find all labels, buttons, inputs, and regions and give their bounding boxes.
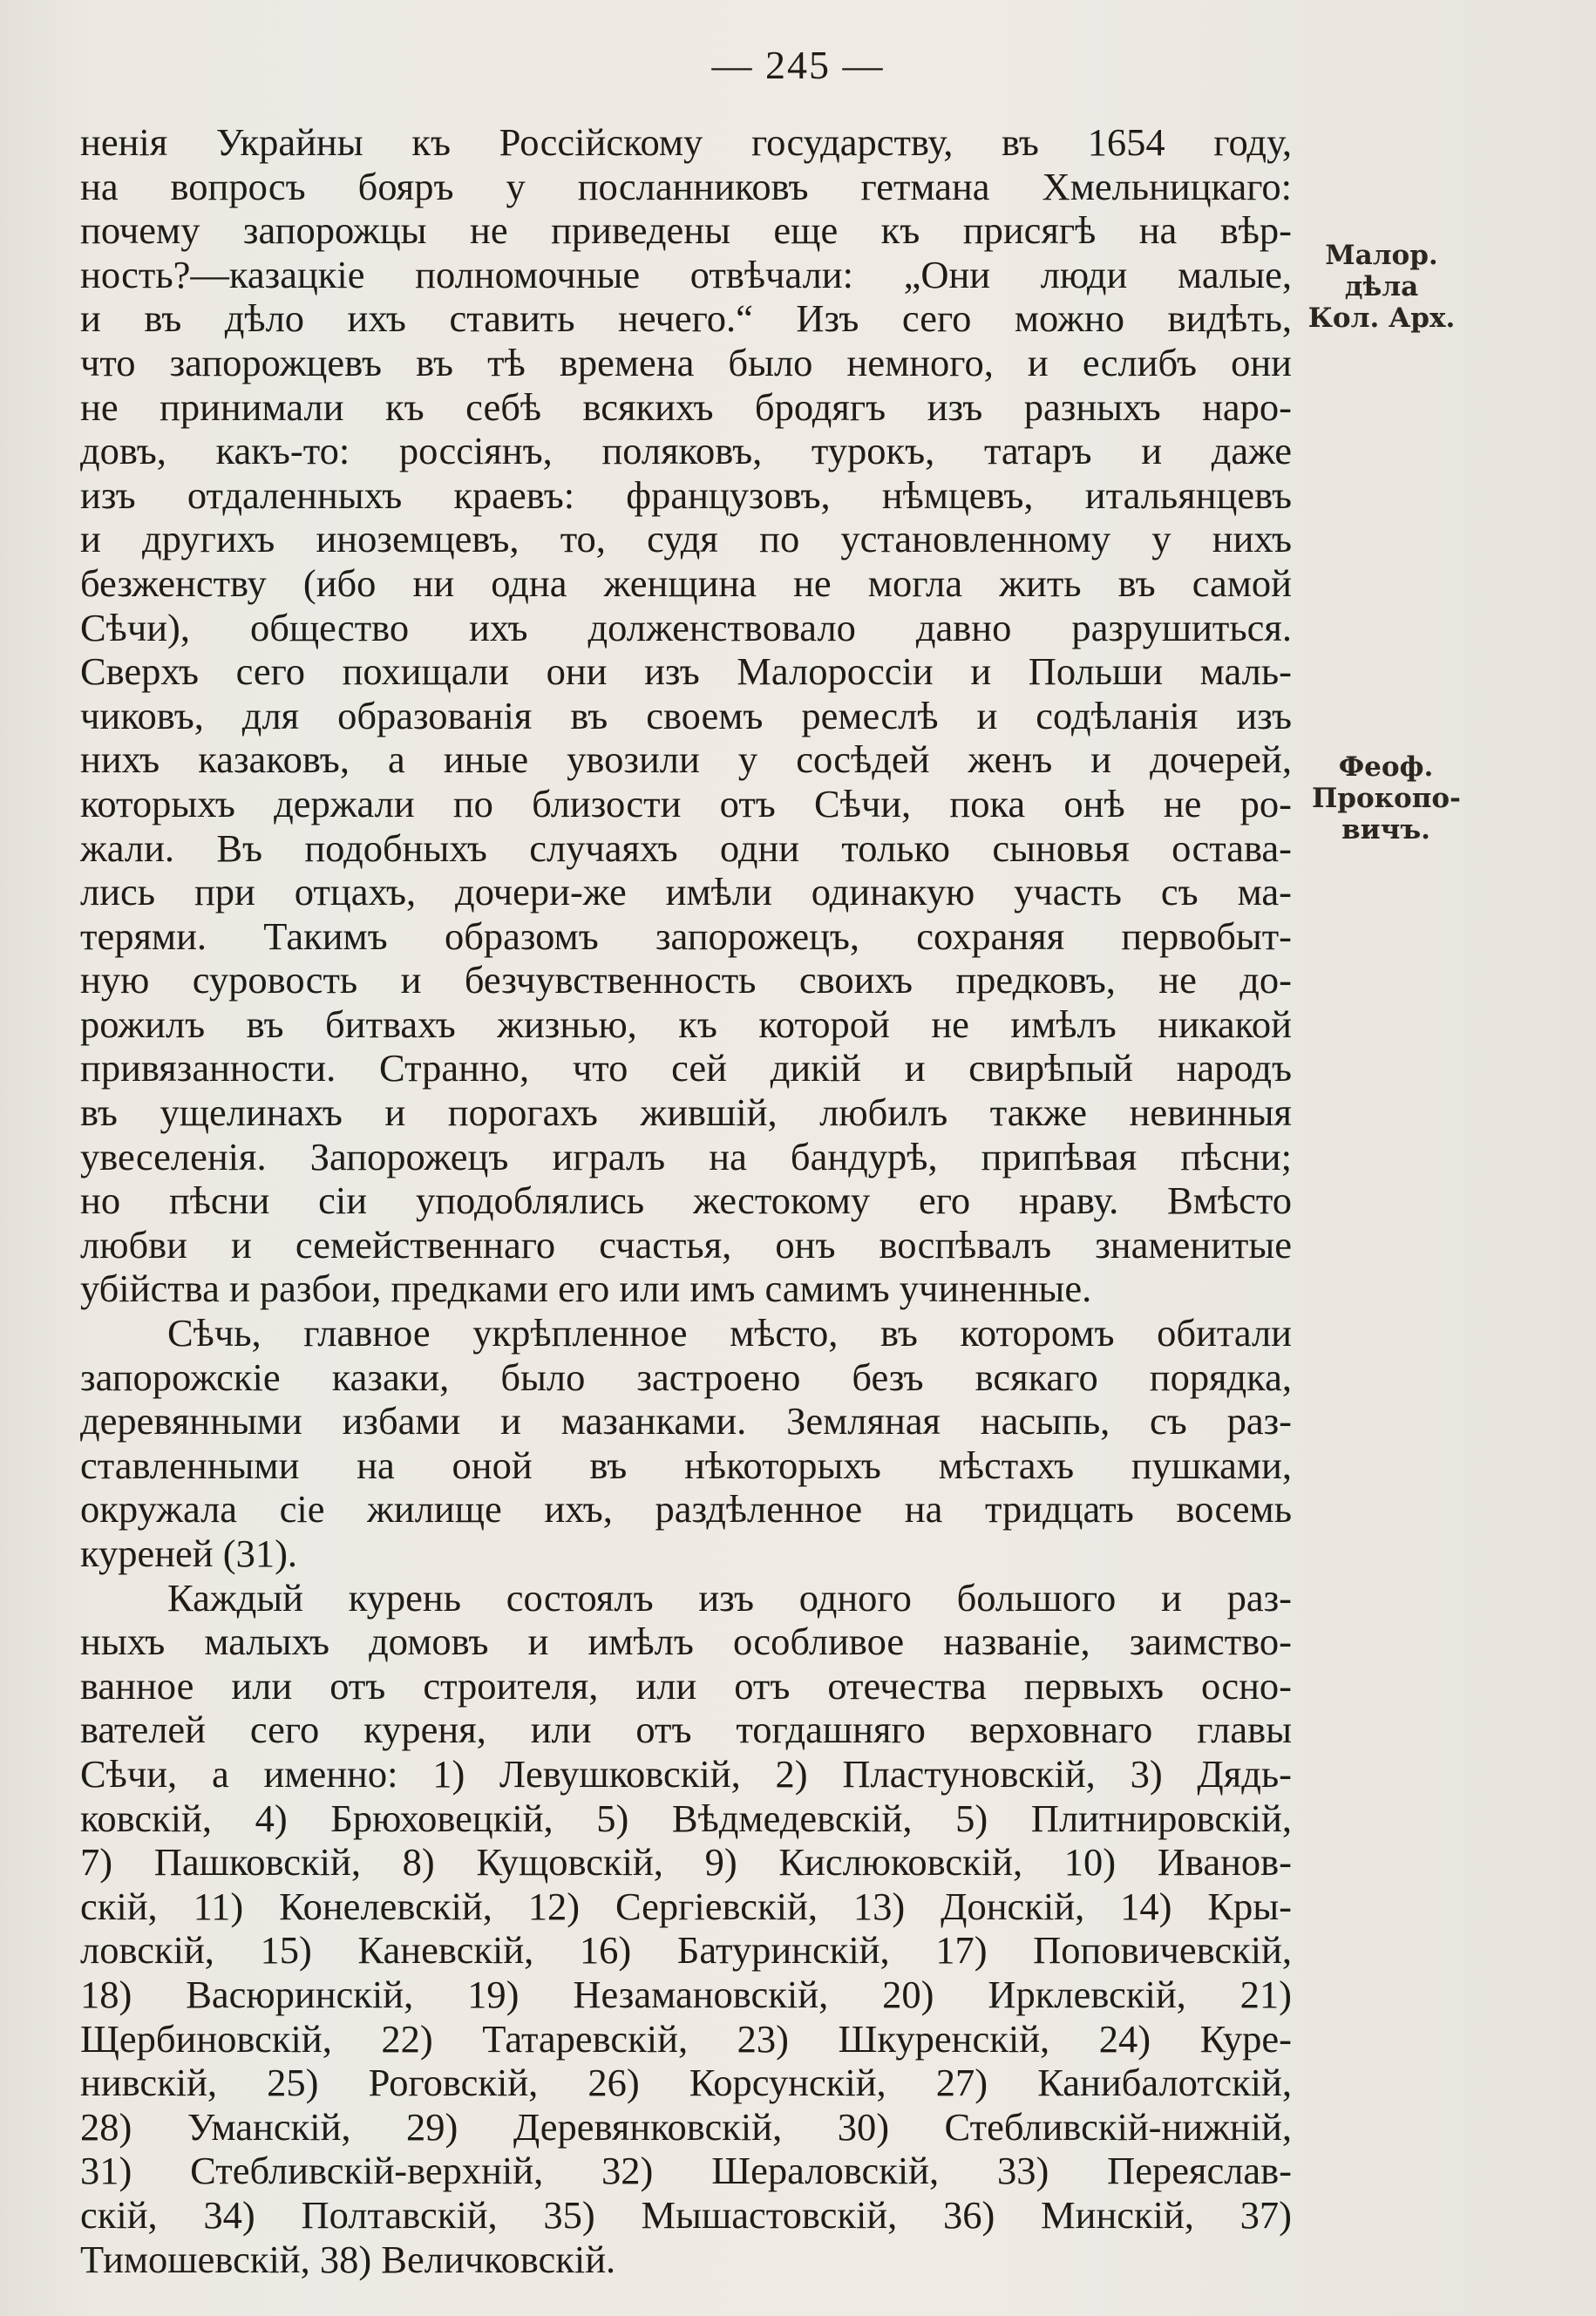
text-line: терями. Такимъ образомъ запорожецъ, сохраняя первобыт- [80, 913, 1292, 958]
paragraph-3 [80, 1576, 1292, 2282]
text-line: Каждый курень состоялъ изъ одного большого и раз- [167, 1575, 1292, 1620]
margin-note-prokopovich [1312, 751, 1460, 846]
text-line: чиковъ, для образованія въ своемъ ремеслѣ и содѣланія изъ [80, 693, 1292, 737]
text-line: вателей сего куреня, или отъ тогдашняго верховнаго главы [80, 1708, 1292, 1752]
text-line: не принимали къ себѣ всякихъ бродягъ изъ разныхъ наро- [80, 384, 1292, 429]
text-line: Сѣчь, главное укрѣпленное мѣсто, въ которомъ обитали [167, 1311, 1292, 1355]
text-line: 7) Пашковскій, 8) Кущовскій, 9) Кислюковскій, 10) Иванов- [80, 1840, 1292, 1885]
text-line: но пѣсни сіи уподоблялись жестокому его нраву. Вмѣсто [80, 1178, 1292, 1223]
text-line: лись при отцахъ, дочери-же имѣли одинакую участь съ ма- [80, 870, 1292, 914]
text-line: скій, 11) Конелевскій, 12) Сергіевскій, 13) Донскій, 14) Кры- [80, 1884, 1292, 1928]
margin-note-line: Прокопо- [1312, 783, 1461, 814]
text-line: и другихъ иноземцевъ, то, судя по установленному у нихъ [80, 517, 1292, 561]
paragraph-2 [80, 1311, 1292, 1576]
text-line: на вопросъ бояръ у посланниковъ гетмана Хмельницкаго: [80, 164, 1292, 208]
text-line: которыхъ держали по близости отъ Сѣчи, пока онѣ не ро- [80, 781, 1292, 825]
text-line: скій, 34) Полтавскій, 35) Мышастовскій, 36) Минскій, 37) [80, 2192, 1292, 2237]
text-line: изъ отдаленныхъ краевъ: французовъ, нѣмцевъ, итальянцевъ [80, 472, 1292, 517]
text-line: убійства и разбои, предками его или имъ самимъ учиненные. [80, 1267, 1092, 1311]
margin-note-line: вичъ. [1341, 814, 1430, 846]
paragraph-1 [80, 120, 1292, 1311]
text-line: 18) Васюринскій, 19) Незамановскій, 20) Ирклевскій, 21) [80, 1972, 1292, 2016]
text-line: въ ущелинахъ и порогахъ жившій, любилъ также невинныя [80, 1090, 1292, 1135]
text-line: ность?—казацкіе полномочные отвѣчали: „Они люди малые, [80, 252, 1292, 296]
text-line: запорожскіе казаки, было застроено безъ всякаго порядка, [80, 1355, 1292, 1399]
text-line: Сѣчи), общество ихъ долженствовало давно разрушиться. [80, 605, 1292, 649]
text-line: 31) Стебливскій-верхній, 32) Шераловскій, 33) Переяслав- [80, 2149, 1292, 2193]
text-line: и въ дѣло ихъ ставить нечего.“ Изъ сего можно видѣть, [80, 296, 1292, 341]
text-line: довъ, какъ-то: россіянъ, поляковъ, турокъ, татаръ и даже [80, 429, 1292, 473]
text-line: ковскій, 4) Брюховецкій, 5) Вѣдмедевскій, 5) Плитнировскій, [80, 1796, 1292, 1840]
text-line: ставленными на оной въ нѣкоторыхъ мѣстахъ пушками, [80, 1443, 1292, 1487]
text-line: безженству (ибо ни одна женщина не могла жить въ самой [80, 560, 1292, 605]
text-line: деревянными избами и мазанками. Земляная насыпь, съ раз- [80, 1399, 1292, 1443]
margin-note-archive [1286, 240, 1477, 334]
text-line: ную суровость и безчувственность своихъ предковъ, не до- [80, 958, 1292, 1002]
margin-note-line: Феоф. [1338, 751, 1434, 783]
text-line: ловскій, 15) Каневскій, 16) Батуринскій, 17) Поповичевскій, [80, 1928, 1292, 1973]
text-line: Сѣчи, а именно: 1) Левушковскій, 2) Пластуновскій, 3) Дядь- [80, 1751, 1292, 1796]
text-line: любви и семейственнаго счастья, онъ воспѣвалъ знаменитые [80, 1222, 1292, 1267]
text-line: жали. Въ подобныхъ случаяхъ одни только сыновья остава- [80, 825, 1292, 870]
text-line: рожилъ въ битвахъ жизнью, къ которой не имѣлъ никакой [80, 1002, 1292, 1046]
text-line: привязанности. Странно, что сей дикій и свирѣпый народъ [80, 1046, 1292, 1090]
margin-note-line: Малор. [1325, 240, 1438, 271]
margin-note-line: дѣла [1344, 271, 1419, 302]
text-line: куреней (31). [80, 1532, 298, 1575]
text-line: 28) Уманскій, 29) Деревянковскій, 30) Стебливскій-нижній, [80, 2104, 1292, 2149]
text-line: окружала сіе жилище ихъ, раздѣленное на тридцать восемь [80, 1487, 1292, 1532]
text-line: почему запорожцы не приведены еще къ присягѣ на вѣр- [80, 208, 1292, 253]
page-number: — 245 — [711, 43, 885, 87]
text-line: Щербиновскій, 22) Татаревскій, 23) Шкуренскій, 24) Куре- [80, 2016, 1292, 2061]
body-text [80, 120, 1292, 2281]
text-line: нихъ казаковъ, а иные увозили у сосѣдей женъ и дочерей, [80, 737, 1292, 782]
text-line: ныхъ малыхъ домовъ и имѣлъ особливое названіе, заимство- [80, 1620, 1292, 1664]
text-line: что запорожцевъ въ тѣ времена было немного, и еслибъ они [80, 340, 1292, 384]
text-line: ненія Украйны къ Россійскому государству, въ 1654 году, [80, 120, 1292, 164]
text-line: ванное или отъ строителя, или отъ отечества первыхъ осно- [80, 1663, 1292, 1708]
text-line: увеселенія. Запорожецъ игралъ на бандурѣ, припѣвая пѣсни; [80, 1134, 1292, 1178]
text-line: нивскій, 25) Роговскій, 26) Корсунскій, 27) Канибалотскій, [80, 2061, 1292, 2105]
margin-note-line: Кол. Арх. [1307, 302, 1456, 334]
text-line: Тимошевскій, 38) Величковскій. [80, 2237, 616, 2281]
text-line: Сверхъ сего похищали они изъ Малороссіи и Польши маль- [80, 649, 1292, 694]
